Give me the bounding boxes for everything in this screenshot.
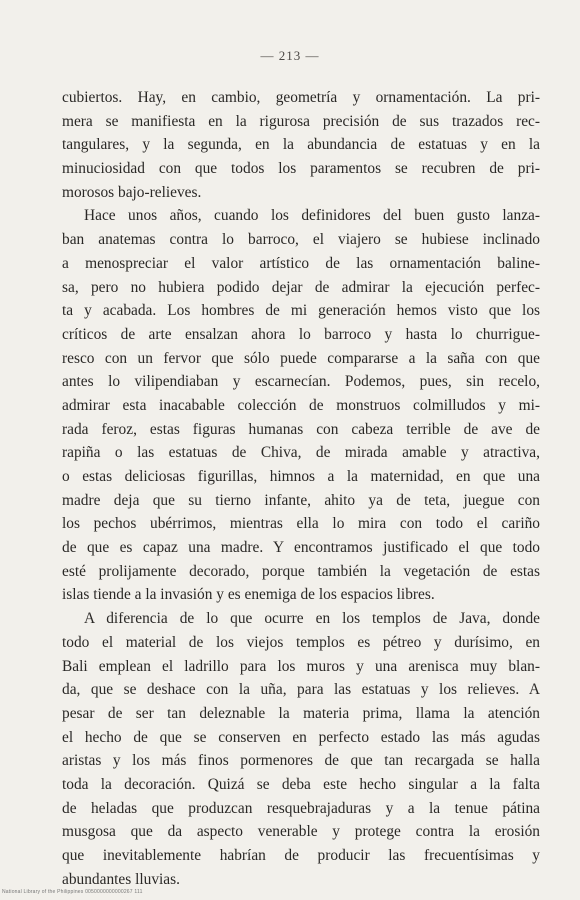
text-line: Hace unos años, cuando los definidores del buen gusto lanza- — [84, 207, 540, 225]
text-line: abundantes lluvias. — [62, 870, 180, 888]
text-line: minuciosidad con que todos los paramentos se recubren de pri- — [62, 160, 540, 178]
text-line: todo el material de los viejos templos es pétreo y durísimo, en — [62, 633, 540, 651]
text-line: críticos de arte ensalzan ahora lo barroco y hasta lo churrigue- — [62, 325, 540, 343]
page-number: — 213 — — [260, 48, 320, 63]
text-line: de heladas que produzcan resquebrajaduras y a la tenue pátina — [62, 799, 540, 817]
text-line: rada feroz, estas figuras humanas con cabeza terrible de ave de — [62, 420, 540, 438]
text-line: rapiña o las estatuas de Chiva, de mirada amable y atractiva, — [62, 444, 540, 462]
text-line: aristas y los más finos pormenores de que tan recargada se halla — [62, 752, 540, 770]
text-line: que inevitablemente habrían de producir las frecuentísimas y — [62, 847, 540, 864]
paragraph — [62, 607, 540, 891]
text-line: tangulares, y la segunda, en la abundancia de estatuas y en la — [62, 136, 540, 154]
text-line: A diferencia de lo que ocurre en los templos de Java, donde — [84, 610, 540, 628]
text-line: da, que se deshace con la uña, para las estatuas y los relieves. A — [62, 681, 540, 699]
text-line: Bali emplean el ladrillo para los muros y una arenisca muy blan- — [62, 657, 540, 675]
text-line: pesar de ser tan deleznable la materia prima, llama la atención — [62, 704, 540, 722]
text-line: ban anatemas contra lo barroco, el viajero se hubiese inclinado — [62, 231, 540, 249]
text-line: a menospreciar el valor artístico de las ornamentación baline- — [62, 254, 540, 272]
text-line: antes lo vilipendiaban y escarnecían. Podemos, pues, sin recelo, — [62, 373, 540, 391]
text-line: madre deja que su tierno infante, ahito ya de teta, juegue con — [62, 491, 540, 509]
text-line: o estas deliciosas figurillas, himnos a la maternidad, en que una — [62, 468, 540, 485]
text-line: musgosa que da aspecto venerable y protege contra la erosión — [62, 823, 540, 841]
text-line: admirar esta inacabable colección de monstruos colmilludos y mi- — [62, 396, 540, 414]
text-line: esté prolijamente decorado, porque también la vegetación de estas — [62, 562, 540, 580]
scan-footer: National Library of the Philippines 0050000000000267 111 — [2, 889, 143, 895]
text-line: cubiertos. Hay, en cambio, geometría y ornamentación. La pri- — [62, 89, 540, 106]
text-line: de que es capaz una madre. Y encontramos justificado el que todo — [62, 539, 540, 557]
text-line: toda la decoración. Quizá se deba este hecho singular a la falta — [62, 775, 540, 793]
text-line: ta y acabada. Los hombres de mi generación hemos visto que los — [62, 302, 540, 320]
text-line: mera se manifiesta en la rigurosa precisión de sus trazados rec- — [62, 112, 540, 130]
text-line: el hecho de que se conserven en perfecto estado las más agudas — [62, 728, 540, 746]
text-line: sa, pero no hubiera podido dejar de admirar la ejecución perfec- — [62, 278, 540, 296]
paragraph — [62, 204, 540, 607]
body-text — [62, 86, 540, 891]
text-line: morosos bajo-relieves. — [62, 183, 202, 201]
text-line: los pechos ubérrimos, mientras ella lo mira con todo el cariño — [62, 515, 540, 533]
paragraph — [62, 86, 540, 204]
text-line: resco con un fervor que sólo puede compararse a la saña con que — [62, 349, 540, 367]
text-line: islas tiende a la invasión y es enemiga de los espacios libres. — [62, 586, 435, 604]
